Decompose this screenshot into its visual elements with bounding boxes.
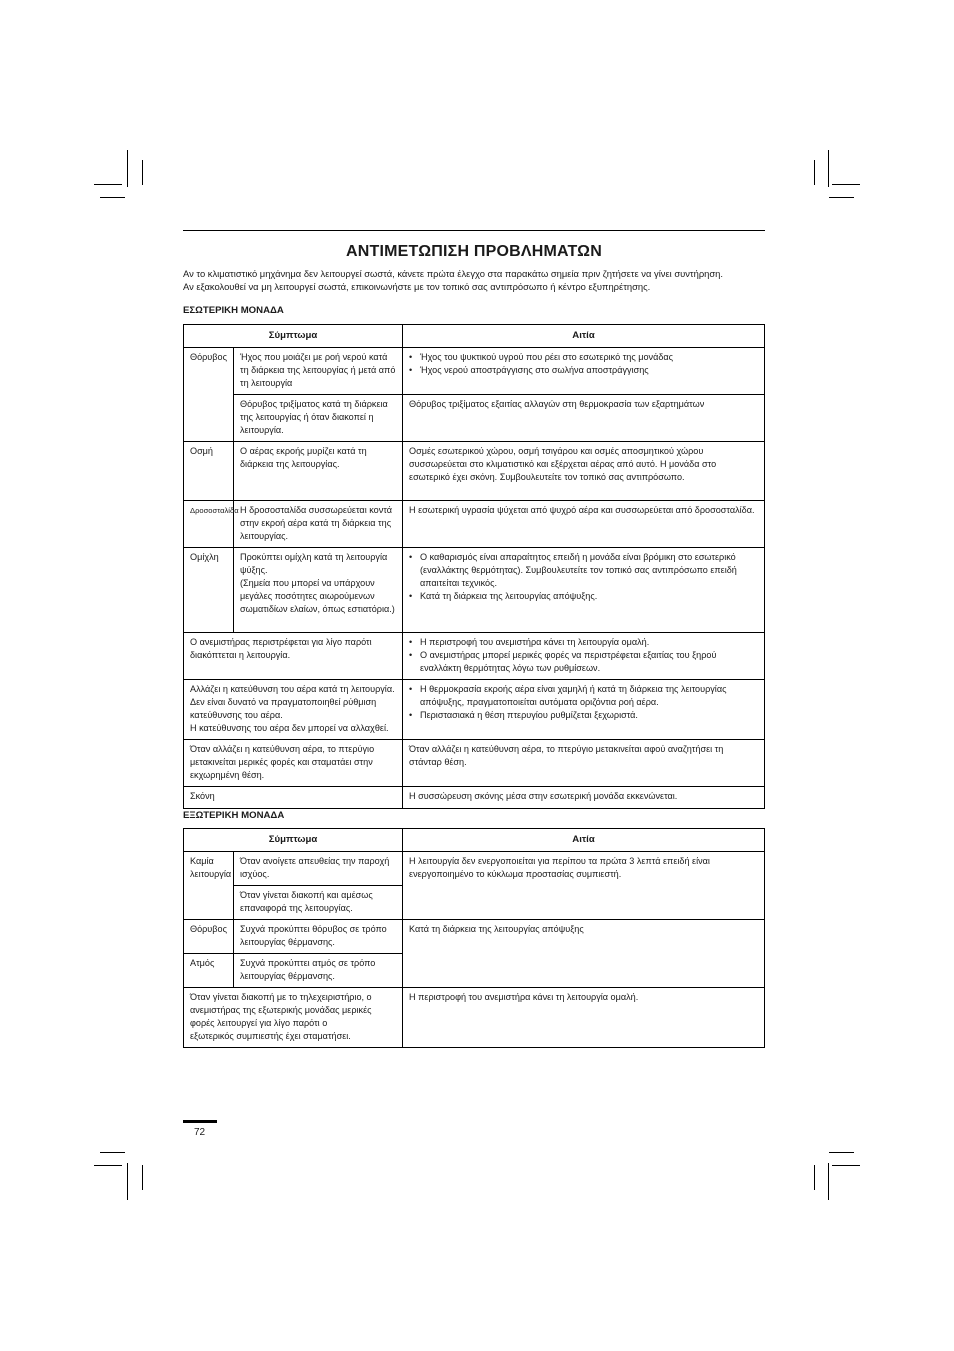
symptom-cell: Όταν γίνεται διακοπή και αμέσως επαναφορά της λειτουργίας. [234,886,403,920]
crop-mark [828,150,829,187]
table-row [184,548,765,633]
row-label: Ομίχλη [184,548,234,633]
crop-mark [829,197,854,198]
row-label: Θόρυβος [184,348,234,442]
cause-cell: Η περιστροφή του ανεμιστήρα κάνει τη λειτουργία ομαλή. [403,988,765,1048]
crop-mark [127,1163,128,1200]
outdoor-heading: ΕΞΩΤΕΡΙΚΗ ΜΟΝΑΔΑ [183,810,285,821]
intro-line: Αν το κλιματιστικό μηχάνημα δεν λειτουργεί σωστά, κάνετε πρώτα έλεγχο στα παρακάτω σημεία πριν ζητήσετε να γίνει συντήρηση. [183,268,724,279]
cause-cell [403,633,765,680]
crop-mark [100,197,125,198]
cause-cell: Η εσωτερική υγρασία ψύχεται από ψυχρό αέρα και συσσωρεύεται από δροσοσταλίδα. [403,501,765,548]
symptom-cell: Ο αέρας εκροής μυρίζει κατά τη διάρκεια της λειτουργίας. [234,442,403,501]
cause-cell: Οσμές εσωτερικού χώρου, οσμή τσιγάρου και οσμές αποσμητικού χώρου συσσωρεύεται στο κλιματιστικό και εξέρχεται αέρας από αυτό. Η μονάδα στο εσωτερικό έχει σκόνη. Συμβουλευτείτε τον τοπικό σας αντιπρόσωπο. [403,442,765,501]
col-cause-header: Αιτία [403,829,765,852]
symptom-cell: Θόρυβος τριξίματος κατά τη διάρκεια της λειτουργίας ή όταν διακοπεί η λειτουργία. [234,395,403,442]
table-row [184,852,765,886]
symptom-cell: Συχνά προκύπτει θόρυβος σε τρόπο λειτουργίας θέρμανσης. [234,920,403,954]
symptom-cell: Όταν γίνεται διακοπή με το τηλεχειριστήριο, ο ανεμιστήρας της εξωτερικής μονάδας μερικές φορές λειτουργεί για λίγο παρότι ο εξωτερικός συμπιεστής έχει σταματήσει. [184,988,403,1048]
table-row [184,633,765,680]
table-row [184,348,765,395]
crop-mark [100,1152,125,1153]
col-symptom-header: Σύμπτωμα [184,829,403,852]
crop-mark [94,184,122,185]
symptom-cell: Σκόνη [184,787,403,809]
cause-cell [403,548,765,633]
page-title: ΑΝΤΙΜΕΤΩΠΙΣΗ ΠΡΟΒΛΗΜΑΤΩΝ [346,243,602,260]
page-number-rule [183,1120,217,1123]
cause-cell [403,348,765,395]
header-rule [183,230,765,231]
table-row [184,442,765,501]
outdoor-table [183,828,765,1048]
cause-item: • Η περιστροφή του ανεμιστήρα κάνει τη λειτουργία ομαλή. [409,636,758,649]
crop-mark [828,1163,829,1200]
cause-item: • Ο καθαρισμός είναι απαραίτητος επειδή η μονάδα είναι βρόμικη στο εσωτερικό (εναλλάκτης θερμότητας). Συμβουλευτείτε τον τοπικό σας αντιπρόσωπο επειδή απαιτείται τεχνικός. [409,551,758,590]
row-label: Θόρυβος [184,920,234,954]
col-symptom-header: Σύμπτωμα [184,325,403,348]
cause-item: • Ο ανεμιστήρας μπορεί μερικές φορές να περιστρέφεται εξαιτίας του ξηρού εναλλάκτη θερμότητας λόγω των ρυθμίσεων. [409,649,758,675]
crop-mark [829,1152,854,1153]
table-row [184,680,765,740]
cause-cell: Κατά τη διάρκεια της λειτουργίας απόψυξης [403,920,765,988]
crop-mark [832,1165,860,1166]
table-row [184,787,765,809]
crop-mark [127,150,128,187]
table-row [184,740,765,787]
symptom-cell: Συχνά προκύπτει ατμός σε τρόπο λειτουργίας θέρμανσης. [234,954,403,988]
symptom-cell: Αλλάζει η κατεύθυνση του αέρα κατά τη λειτουργία. Δεν είναι δυνατό να πραγματοποιηθεί ρύθμιση κατεύθυνσης του αέρα. Η κατεύθυνσης του αέρα δεν μπορεί να αλλαχθεί. [184,680,403,740]
row-label: Δροσοσταλίδα [184,501,234,548]
table-header-row [184,829,765,852]
symptom-cell: Η δροσοσταλίδα συσσωρεύεται κοντά στην εκροή αέρα κατά τη διάρκεια της λειτουργίας. [234,501,403,548]
cause-item: • Ήχος του ψυκτικού υγρού που ρέει στο εσωτερικό της μονάδας [409,351,758,364]
indoor-table [183,324,765,809]
row-label: Καμία λειτουργία [184,852,234,920]
crop-mark [142,160,143,185]
crop-mark [814,160,815,185]
row-label: Οσμή [184,442,234,501]
cause-cell: Όταν αλλάζει η κατεύθυνση αέρα, το πτερύγιο μετακινείται αφού αναζητήσει τη στάνταρ θέση. [403,740,765,787]
row-label: Ατμός [184,954,234,988]
symptom-cell: Ήχος που μοιάζει με ροή νερού κατά τη διάρκεια της λειτουργίας ή μετά από τη λειτουργία [234,348,403,395]
cause-item: • Περιστασιακά η θέση πτερυγίου ρυθμίζεται ξεχωριστά. [409,709,758,722]
symptom-cell: Προκύπτει ομίχλη κατά τη λειτουργία ψύξης. (Σημεία που μπορεί να υπάρχουν μεγάλες ποσότητες αιωρούμενων σωματιδίων ελαίων, όπως εστιατόρια.) [234,548,403,633]
cause-cell: Η συσσώρευση σκόνης μέσα στην εσωτερική μονάδα εκκενώνεται. [403,787,765,809]
crop-mark [832,184,860,185]
cause-cell: Η λειτουργία δεν ενεργοποιείται για περίπου τα πρώτα 3 λεπτά επειδή είναι ενεργοποιημένο το κύκλωμα προστασίας συμπιεστή. [403,852,765,920]
symptom-cell: Όταν αλλάζει η κατεύθυνση αέρα, το πτερύγιο μετακινείται μερικές φορές και σταματάει στην εκχωρημένη θέση. [184,740,403,787]
table-row [184,988,765,1048]
table-row [184,920,765,954]
crop-mark [94,1165,122,1166]
indoor-heading: ΕΣΩΤΕΡΙΚΗ ΜΟΝΑΔΑ [183,305,284,316]
symptom-cell: Όταν ανοίγετε απευθείας την παροχή ισχύος. [234,852,403,886]
table-row [184,501,765,548]
symptom-cell: Ο ανεμιστήρας περιστρέφεται για λίγο παρότι διακόπτεται η λειτουργία. [184,633,403,680]
cause-item: • Η θερμοκρασία εκροής αέρα είναι χαμηλή ή κατά τη διάρκεια της λειτουργίας απόψυξης, πραγματοποιείται αυτόματα οριζόντια ροή αέρα. [409,683,758,709]
crop-mark [142,1165,143,1190]
col-cause-header: Αιτία [403,325,765,348]
cause-item: • Κατά τη διάρκεια της λειτουργίας απόψυξης. [409,590,758,603]
cause-item: • Ήχος νερού αποστράγγισης στο σωλήνα αποστράγγισης [409,364,758,377]
cause-cell [403,680,765,740]
intro-line: Αν εξακολουθεί να μη λειτουργεί σωστά, επικοινωνήστε με τον τοπικό σας αντιπρόσωπο ή κέντρο εξυπηρέτησης. [183,281,651,292]
page-number: 72 [194,1127,206,1138]
cause-cell: Θόρυβος τριξίματος εξαιτίας αλλαγών στη θερμοκρασία των εξαρτημάτων [403,395,765,442]
table-row [184,395,765,442]
crop-mark [814,1165,815,1190]
intro-text [183,267,783,293]
table-header-row [184,325,765,348]
